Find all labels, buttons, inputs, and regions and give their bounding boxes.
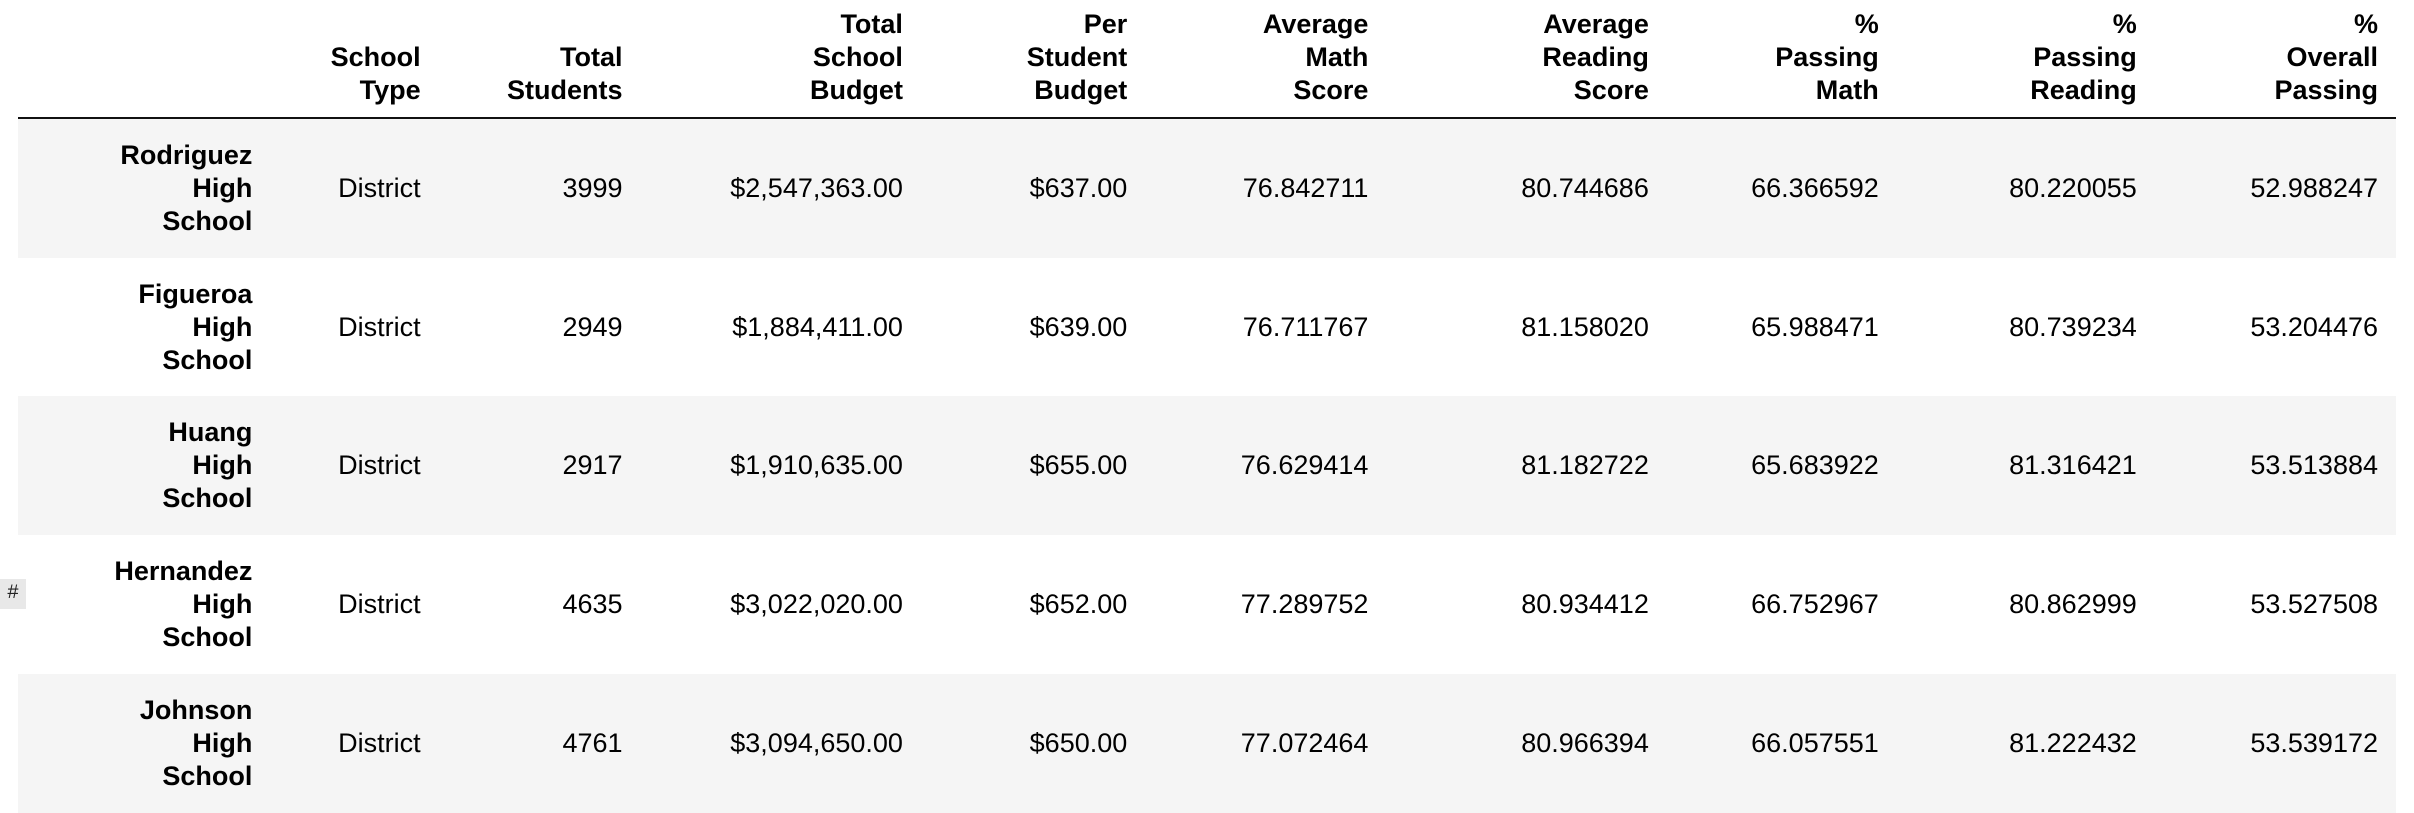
cell-per-student-budget: $637.00 bbox=[1029, 172, 1128, 203]
cell-percent-passing-reading: 80.220055 bbox=[2009, 172, 2137, 203]
row-header-school-name: Rodriguez High School bbox=[120, 139, 253, 236]
table-row bbox=[18, 535, 2396, 674]
table-header-row bbox=[18, 0, 2396, 118]
column-header-total-students: Total Students bbox=[439, 0, 641, 118]
row-header-school-name: Johnson High School bbox=[139, 695, 253, 791]
cell-school-type: District bbox=[338, 311, 421, 342]
cell-percent-passing-math: 66.752967 bbox=[1751, 589, 1879, 620]
cell-total-students: 2917 bbox=[562, 450, 623, 481]
column-header-school-type: School Type bbox=[270, 0, 438, 118]
cell-total-students: 2949 bbox=[562, 311, 623, 342]
cell-percent-passing-reading: 80.862999 bbox=[2009, 589, 2137, 620]
cell-average-math-score: 77.289752 bbox=[1240, 589, 1369, 620]
cell-per-student-budget: $655.00 bbox=[1029, 450, 1128, 481]
cell-average-math-score: 76.711767 bbox=[1242, 311, 1369, 342]
hash-marker: # bbox=[0, 579, 26, 609]
cell-percent-passing-math: 66.366592 bbox=[1751, 172, 1879, 203]
table-body bbox=[18, 118, 2396, 813]
cell-total-school-budget: $1,910,635.00 bbox=[730, 450, 903, 481]
cell-total-students: 4761 bbox=[562, 728, 623, 758]
table-row bbox=[18, 258, 2396, 397]
row-header-school-name: Hernandez High School bbox=[114, 556, 253, 653]
cell-percent-overall-passing: 53.539172 bbox=[2250, 728, 2378, 758]
cell-percent-overall-passing: 53.204476 bbox=[2250, 311, 2378, 342]
row-header-school-name: Huang High School bbox=[162, 417, 253, 514]
cell-percent-overall-passing: 53.527508 bbox=[2250, 589, 2378, 620]
cell-per-student-budget: $639.00 bbox=[1029, 311, 1128, 342]
cell-percent-overall-passing: 53.513884 bbox=[2250, 450, 2378, 481]
cell-per-student-budget: $650.00 bbox=[1029, 728, 1128, 758]
cell-percent-passing-reading: 80.739234 bbox=[2009, 311, 2137, 342]
cell-percent-passing-reading: 81.222432 bbox=[2009, 728, 2137, 758]
cell-total-school-budget: $3,094,650.00 bbox=[730, 728, 903, 758]
column-header-percent-overall-passing: % Overall Passing bbox=[2155, 0, 2396, 118]
cell-total-school-budget: $2,547,363.00 bbox=[730, 172, 903, 203]
table-row bbox=[18, 118, 2396, 258]
column-header-percent-passing-math: % Passing Math bbox=[1667, 0, 1897, 118]
cell-school-type: District bbox=[338, 728, 421, 758]
cell-percent-passing-math: 66.057551 bbox=[1751, 728, 1879, 758]
table-row bbox=[18, 396, 2396, 535]
cell-average-reading-score: 81.182722 bbox=[1521, 450, 1649, 481]
cell-total-school-budget: $1,884,411.00 bbox=[732, 311, 903, 342]
cell-average-reading-score: 80.966394 bbox=[1521, 728, 1649, 758]
cell-per-student-budget: $652.00 bbox=[1029, 589, 1128, 620]
cell-school-type: District bbox=[338, 172, 421, 203]
column-header-per-student-budget: Per Student Budget bbox=[921, 0, 1145, 118]
column-header-average-reading-score: Average Reading Score bbox=[1386, 0, 1666, 118]
cell-school-type: District bbox=[338, 589, 421, 620]
column-header-percent-passing-reading: % Passing Reading bbox=[1897, 0, 2155, 118]
cell-average-reading-score: 80.744686 bbox=[1521, 172, 1649, 203]
cell-average-math-score: 76.629414 bbox=[1240, 450, 1369, 481]
cell-total-students: 3999 bbox=[562, 172, 623, 203]
cell-total-students: 4635 bbox=[562, 589, 623, 620]
cell-percent-passing-reading: 81.316421 bbox=[2009, 450, 2137, 481]
cell-percent-overall-passing: 52.988247 bbox=[2250, 172, 2378, 203]
cell-percent-passing-math: 65.988471 bbox=[1751, 311, 1879, 342]
cell-average-math-score: 77.072464 bbox=[1240, 728, 1369, 758]
column-header-index bbox=[18, 0, 270, 118]
cell-average-reading-score: 81.158020 bbox=[1521, 311, 1649, 342]
cell-total-school-budget: $3,022,020.00 bbox=[730, 589, 903, 620]
school-summary-table bbox=[18, 0, 2396, 813]
table-header bbox=[18, 0, 2396, 118]
cell-average-math-score: 76.842711 bbox=[1242, 172, 1369, 203]
cell-school-type: District bbox=[338, 450, 421, 481]
cell-percent-passing-math: 65.683922 bbox=[1751, 450, 1879, 481]
column-header-average-math-score: Average Math Score bbox=[1145, 0, 1386, 118]
column-header-total-school-budget: Total School Budget bbox=[641, 0, 921, 118]
row-header-school-name: Figueroa High School bbox=[138, 278, 253, 375]
cell-average-reading-score: 80.934412 bbox=[1521, 589, 1649, 620]
table-row bbox=[18, 674, 2396, 813]
